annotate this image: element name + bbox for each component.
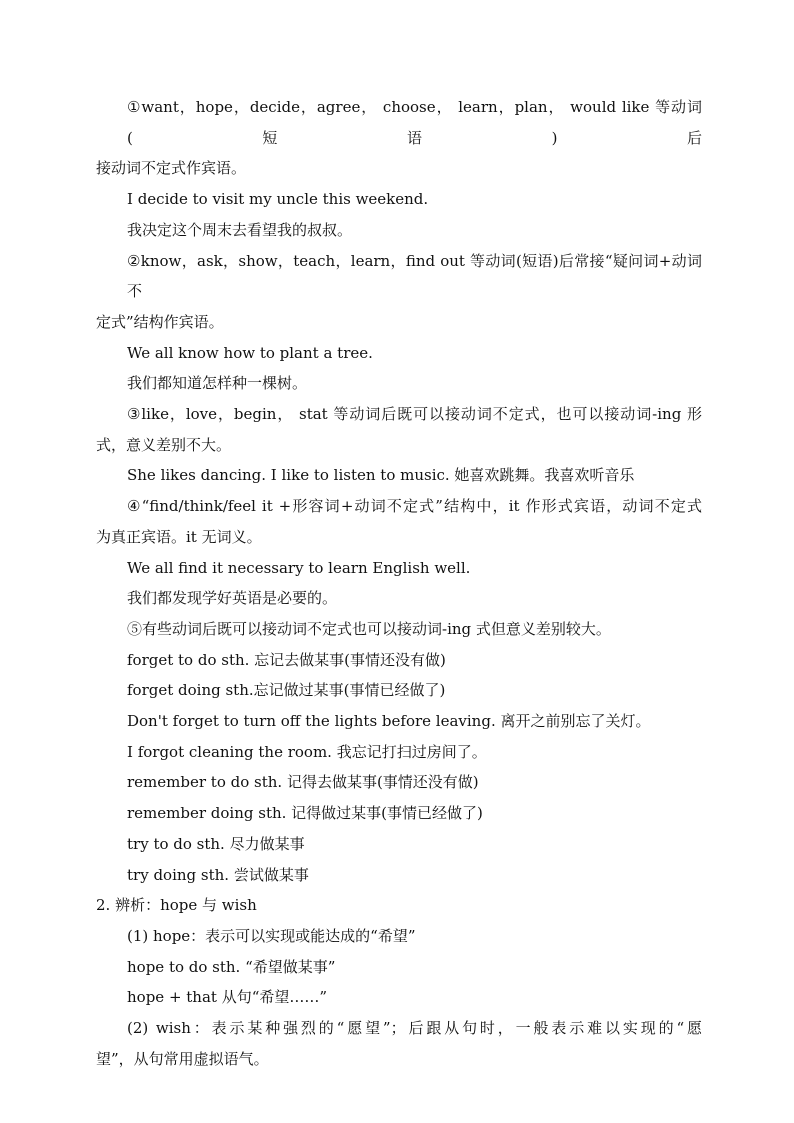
rule-5-text: ⑤有些动词后既可以接动词不定式也可以接动词-ing 式但意义差别较大。 (127, 619, 611, 638)
example-mixed: I forgot cleaning the room. 我忘记打扫过房间了。 (127, 742, 487, 761)
usage-line: try doing sth. 尝试做某事 (127, 865, 309, 884)
usage-line: hope to do sth. “希望做某事” (127, 957, 336, 976)
hope-definition: (1) hope：表示可以实现或能达成的“希望” (127, 926, 416, 945)
example-zh: 我们都发现学好英语是必要的。 (127, 589, 338, 608)
usage-line: forget doing sth.忘记做过某事(事情已经做了) (127, 681, 446, 700)
rule-1-text: ①want，hope，decide，agree， choose， learn，plan， would like 等动词(短语)后 (127, 98, 702, 147)
example-en: I decide to visit my uncle this weekend. (127, 190, 429, 209)
section-heading: 2. 辨析：hope 与 wish (96, 896, 257, 915)
usage-line: forget to do sth. 忘记去做某事(事情还没有做) (127, 650, 446, 669)
rule-2-text: ②know，ask，show，teach，learn，find out 等动词(短语)后常接“疑问词+动词不 (127, 251, 702, 301)
document-page (96, 92, 702, 1075)
rule-2-text-cont: 定式”结构作宾语。 (96, 312, 224, 331)
example-mixed: Don't forget to turn off the lights before leaving. 离开之前别忘了关灯。 (127, 712, 651, 731)
example-zh: 我们都知道怎样种一棵树。 (127, 374, 308, 393)
example-en: We all know how to plant a tree. (127, 343, 373, 362)
usage-line: remember to do sth. 记得去做某事(事情还没有做) (127, 773, 479, 792)
example-zh: 我决定这个周末去看望我的叔叔。 (127, 220, 353, 239)
rule-3-text: ③like，love，begin， stat 等动词后既可以接动词不定式，也可以接动词-ing 形 (127, 405, 702, 424)
wish-definition-cont: 望”，从句常用虚拟语气。 (96, 1049, 269, 1068)
usage-line: remember doing sth. 记得做过某事(事情已经做了) (127, 804, 483, 823)
rule-4-text: ④“find/think/feel it +形容词+动词不定式”结构中，it 作形式宾语，动词不定式 (127, 497, 702, 516)
usage-line: try to do sth. 尽力做某事 (127, 834, 305, 853)
rule-3-text-cont: 式，意义差别不大。 (96, 435, 232, 454)
rule-4-text-cont: 为真正宾语。it 无词义。 (96, 527, 262, 546)
wish-definition: (2) wish：表示某种强烈的“愿望”；后跟从句时，一般表示难以实现的“愿 (127, 1019, 702, 1038)
usage-line: hope + that 从句“希望……” (127, 988, 328, 1007)
rule-1-text-cont: 接动词不定式作宾语。 (96, 159, 247, 178)
example-en: We all find it necessary to learn English well. (127, 558, 471, 577)
example-mixed: She likes dancing. I like to listen to music. 她喜欢跳舞。我喜欢听音乐 (127, 466, 635, 485)
